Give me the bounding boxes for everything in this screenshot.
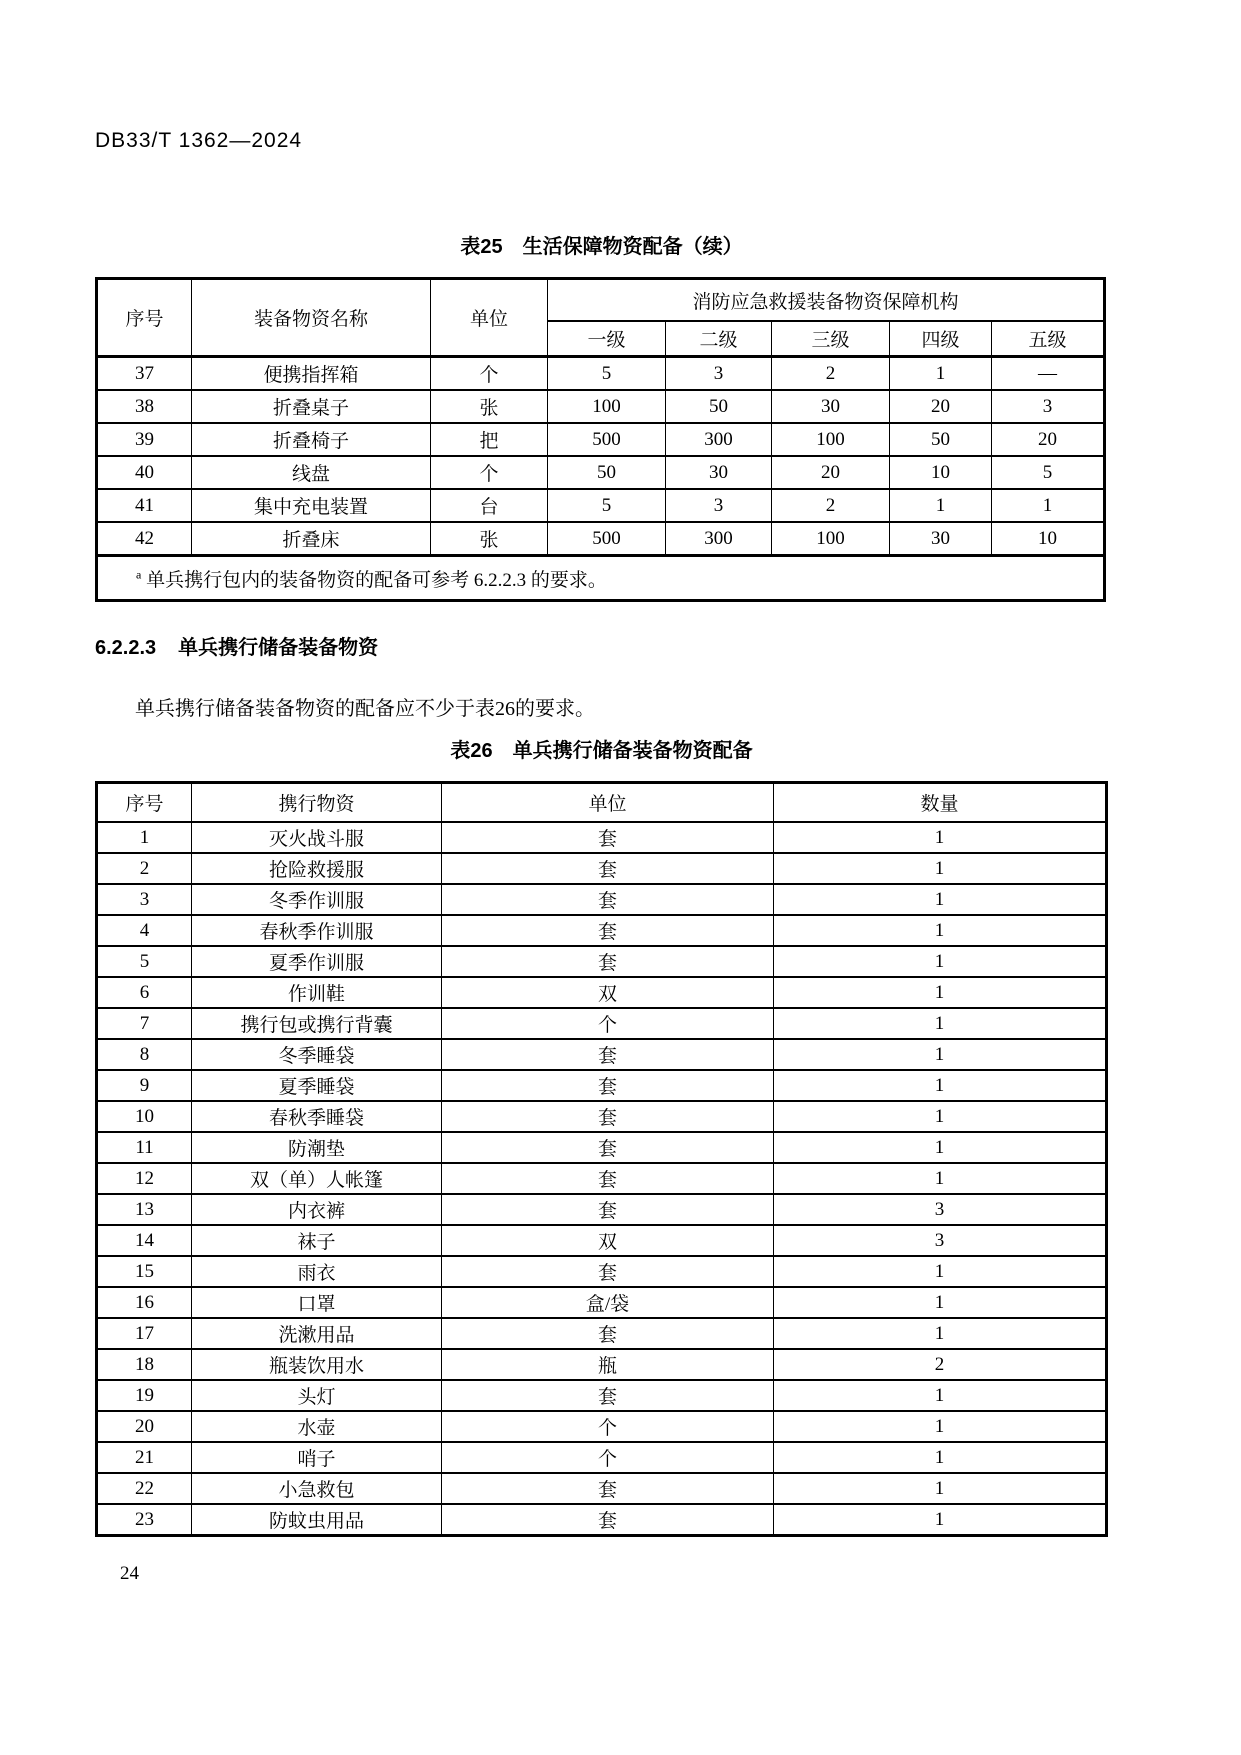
table-cell: 洗漱用品	[192, 1318, 442, 1349]
table-row	[97, 1101, 1107, 1132]
column-header-unit: 单位	[431, 279, 548, 357]
table-cell: 个	[442, 1411, 774, 1442]
table-row	[97, 1008, 1107, 1039]
table-cell: 携行包或携行背囊	[192, 1008, 442, 1039]
table-cell: 袜子	[192, 1225, 442, 1256]
table-cell: 3	[774, 1225, 1107, 1256]
table-cell: 1	[774, 1008, 1107, 1039]
table-cell: 个	[442, 1008, 774, 1039]
column-header-group: 消防应急救援装备物资保障机构	[548, 279, 1105, 322]
table-row	[97, 1132, 1107, 1163]
table-cell: 6	[97, 977, 192, 1008]
table-row	[97, 1070, 1107, 1101]
table-cell: 100	[772, 423, 890, 456]
table-cell: 集中充电装置	[192, 489, 431, 522]
table25-title: 表25 生活保障物资配备（续）	[460, 236, 743, 258]
table-cell: 1	[774, 884, 1107, 915]
table-cell: 42	[97, 522, 192, 556]
table-cell: 套	[442, 1380, 774, 1411]
table-cell: 21	[97, 1442, 192, 1473]
table-cell: 10	[992, 522, 1105, 556]
table-cell: 11	[97, 1132, 192, 1163]
table-cell: 5	[548, 357, 666, 391]
table-row	[97, 1411, 1107, 1442]
table25-body	[97, 357, 1105, 556]
table-cell: 1	[890, 489, 992, 522]
table-cell: 5	[548, 489, 666, 522]
table-cell: 16	[97, 1287, 192, 1318]
table-cell: 小急救包	[192, 1473, 442, 1504]
section-paragraph: 单兵携行储备装备物资的配备应不少于表26的要求。	[135, 698, 595, 720]
column-header-level-2: 二级	[666, 321, 772, 357]
table-cell: 12	[97, 1163, 192, 1194]
table-cell: 500	[548, 423, 666, 456]
table-cell: 套	[442, 1101, 774, 1132]
table-row	[97, 1473, 1107, 1504]
table-row	[97, 1194, 1107, 1225]
column-header-item: 携行物资	[192, 783, 442, 823]
table-cell: 30	[666, 456, 772, 489]
footnote-marker: a	[136, 567, 142, 582]
table-cell: 2	[772, 357, 890, 391]
table-cell: 22	[97, 1473, 192, 1504]
table-cell: 套	[442, 1039, 774, 1070]
table-cell: 1	[992, 489, 1105, 522]
table-cell: 1	[774, 1070, 1107, 1101]
table-cell: 1	[774, 1473, 1107, 1504]
table-cell: 个	[431, 456, 548, 489]
section-title: 单兵携行储备装备物资	[178, 637, 379, 659]
table-cell: 100	[548, 390, 666, 423]
footnote-text: 单兵携行包内的装备物资的配备可参考 6.2.2.3 的要求。	[146, 569, 607, 591]
column-header-seq: 序号	[97, 279, 192, 357]
table-cell: 4	[97, 915, 192, 946]
table-row	[97, 489, 1105, 522]
table-cell: 50	[666, 390, 772, 423]
table-cell: 春秋季作训服	[192, 915, 442, 946]
table-cell: 30	[772, 390, 890, 423]
table-cell: 张	[431, 522, 548, 556]
table-cell: 17	[97, 1318, 192, 1349]
table25	[95, 277, 1106, 602]
table-cell: 1	[774, 915, 1107, 946]
table-cell: 台	[431, 489, 548, 522]
table-cell: 双	[442, 977, 774, 1008]
table-cell: 内衣裤	[192, 1194, 442, 1225]
table-cell: 20	[97, 1411, 192, 1442]
table-cell: 50	[890, 423, 992, 456]
table-cell: 7	[97, 1008, 192, 1039]
table-cell: 折叠床	[192, 522, 431, 556]
table-cell: 3	[666, 489, 772, 522]
table-cell: 个	[442, 1442, 774, 1473]
table-cell: 防蚊虫用品	[192, 1504, 442, 1536]
table-cell: 300	[666, 423, 772, 456]
table-cell: 1	[774, 1504, 1107, 1536]
table-cell: 1	[774, 1411, 1107, 1442]
table-cell: 39	[97, 423, 192, 456]
table-cell: 套	[442, 1070, 774, 1101]
table-cell: 1	[774, 946, 1107, 977]
table-cell: 张	[431, 390, 548, 423]
table-cell: 8	[97, 1039, 192, 1070]
table-cell: 2	[772, 489, 890, 522]
table-cell: 38	[97, 390, 192, 423]
table-cell: 夏季睡袋	[192, 1070, 442, 1101]
table-cell: 50	[548, 456, 666, 489]
table-cell: 1	[774, 1101, 1107, 1132]
table-cell: 2	[97, 853, 192, 884]
table-row	[97, 915, 1107, 946]
table-row	[97, 946, 1107, 977]
table-cell: 套	[442, 853, 774, 884]
table-cell: 折叠桌子	[192, 390, 431, 423]
table-row	[97, 357, 1105, 391]
table-cell: 18	[97, 1349, 192, 1380]
table-cell: 套	[442, 822, 774, 853]
table25-header-row-1	[97, 279, 1105, 322]
table-cell: 雨衣	[192, 1256, 442, 1287]
table-cell: 500	[548, 522, 666, 556]
footnote-row	[97, 556, 1105, 601]
table-cell: 折叠椅子	[192, 423, 431, 456]
table-row	[97, 853, 1107, 884]
table-cell: 个	[431, 357, 548, 391]
table-cell: 1	[774, 1132, 1107, 1163]
table-cell: 1	[774, 1287, 1107, 1318]
table26-title: 表26 单兵携行储备装备物资配备	[450, 740, 753, 762]
table-cell: 10	[97, 1101, 192, 1132]
table-cell: 2	[774, 1349, 1107, 1380]
table-cell: 15	[97, 1256, 192, 1287]
table-cell: 19	[97, 1380, 192, 1411]
table-cell: 20	[772, 456, 890, 489]
table-cell: 便携指挥箱	[192, 357, 431, 391]
table-cell: 10	[890, 456, 992, 489]
table-cell: 冬季睡袋	[192, 1039, 442, 1070]
column-header-level-3: 三级	[772, 321, 890, 357]
section-heading	[95, 636, 1108, 661]
table-row	[97, 977, 1107, 1008]
table-cell: 双（单）人帐篷	[192, 1163, 442, 1194]
table-cell: 3	[97, 884, 192, 915]
table-cell: 夏季作训服	[192, 946, 442, 977]
table-row	[97, 1349, 1107, 1380]
page-number: 24	[120, 1563, 139, 1584]
table-row	[97, 1225, 1107, 1256]
table-row	[97, 522, 1105, 556]
table-cell: 1	[774, 822, 1107, 853]
table25-footer	[97, 556, 1105, 601]
table-cell: 14	[97, 1225, 192, 1256]
table-cell: —	[992, 357, 1105, 391]
table-cell: 把	[431, 423, 548, 456]
table-row	[97, 1504, 1107, 1536]
table-cell: 9	[97, 1070, 192, 1101]
table-row	[97, 884, 1107, 915]
table-cell: 作训鞋	[192, 977, 442, 1008]
table25-header	[97, 279, 1105, 357]
column-header-level-1: 一级	[548, 321, 666, 357]
table26-header	[97, 783, 1107, 823]
table-cell: 套	[442, 1194, 774, 1225]
table-cell: 41	[97, 489, 192, 522]
table-cell: 瓶装饮用水	[192, 1349, 442, 1380]
table-cell: 3	[774, 1194, 1107, 1225]
table-row	[97, 1163, 1107, 1194]
table-cell: 套	[442, 1318, 774, 1349]
table-cell: 20	[890, 390, 992, 423]
table-cell: 套	[442, 1504, 774, 1536]
table-cell: 3	[992, 390, 1105, 423]
table-row	[97, 1380, 1107, 1411]
table-cell: 1	[774, 1318, 1107, 1349]
table-cell: 1	[774, 1442, 1107, 1473]
table-cell: 1	[774, 853, 1107, 884]
table26-header-row	[97, 783, 1107, 823]
table-cell: 线盘	[192, 456, 431, 489]
table-row	[97, 1287, 1107, 1318]
column-header-qty: 数量	[774, 783, 1107, 823]
column-header-level-4: 四级	[890, 321, 992, 357]
column-header-seq: 序号	[97, 783, 192, 823]
table-cell: 1	[774, 1256, 1107, 1287]
table-row	[97, 822, 1107, 853]
table26-body	[97, 822, 1107, 1536]
table-cell: 30	[890, 522, 992, 556]
table-row	[97, 1318, 1107, 1349]
table-cell: 37	[97, 357, 192, 391]
table-cell: 1	[774, 977, 1107, 1008]
table-cell: 瓶	[442, 1349, 774, 1380]
table-cell: 1	[774, 1039, 1107, 1070]
table-cell: 1	[774, 1163, 1107, 1194]
table-cell: 40	[97, 456, 192, 489]
table-cell: 100	[772, 522, 890, 556]
table-row	[97, 1039, 1107, 1070]
table-cell: 抢险救援服	[192, 853, 442, 884]
table-row	[97, 423, 1105, 456]
table-row	[97, 390, 1105, 423]
table-cell: 300	[666, 522, 772, 556]
table-cell: 套	[442, 946, 774, 977]
standard-code: DB33/T 1362—2024	[95, 129, 303, 152]
table-cell: 套	[442, 1132, 774, 1163]
column-header-unit: 单位	[442, 783, 774, 823]
table-cell: 1	[890, 357, 992, 391]
table-cell: 1	[97, 822, 192, 853]
table-row	[97, 456, 1105, 489]
table-cell: 哨子	[192, 1442, 442, 1473]
table-cell: 5	[992, 456, 1105, 489]
table-cell: 13	[97, 1194, 192, 1225]
table-row	[97, 1256, 1107, 1287]
table-cell: 春秋季睡袋	[192, 1101, 442, 1132]
column-header-name: 装备物资名称	[192, 279, 431, 357]
table-cell: 双	[442, 1225, 774, 1256]
table-cell: 套	[442, 1256, 774, 1287]
table-cell: 灭火战斗服	[192, 822, 442, 853]
table-cell: 20	[992, 423, 1105, 456]
table-cell: 水壶	[192, 1411, 442, 1442]
table-cell: 防潮垫	[192, 1132, 442, 1163]
table-cell: 3	[666, 357, 772, 391]
table-cell: 冬季作训服	[192, 884, 442, 915]
table-cell: 5	[97, 946, 192, 977]
column-header-level-5: 五级	[992, 321, 1105, 357]
table-cell: 套	[442, 915, 774, 946]
table-cell: 套	[442, 1163, 774, 1194]
table-cell: 套	[442, 884, 774, 915]
table-row	[97, 1442, 1107, 1473]
table-cell: 套	[442, 1473, 774, 1504]
footnote-cell	[97, 556, 1105, 601]
table26	[95, 781, 1108, 1537]
table-cell: 口罩	[192, 1287, 442, 1318]
table-cell: 1	[774, 1380, 1107, 1411]
table-cell: 头灯	[192, 1380, 442, 1411]
section-number: 6.2.2.3	[95, 637, 157, 659]
table-cell: 23	[97, 1504, 192, 1536]
table-cell: 盒/袋	[442, 1287, 774, 1318]
